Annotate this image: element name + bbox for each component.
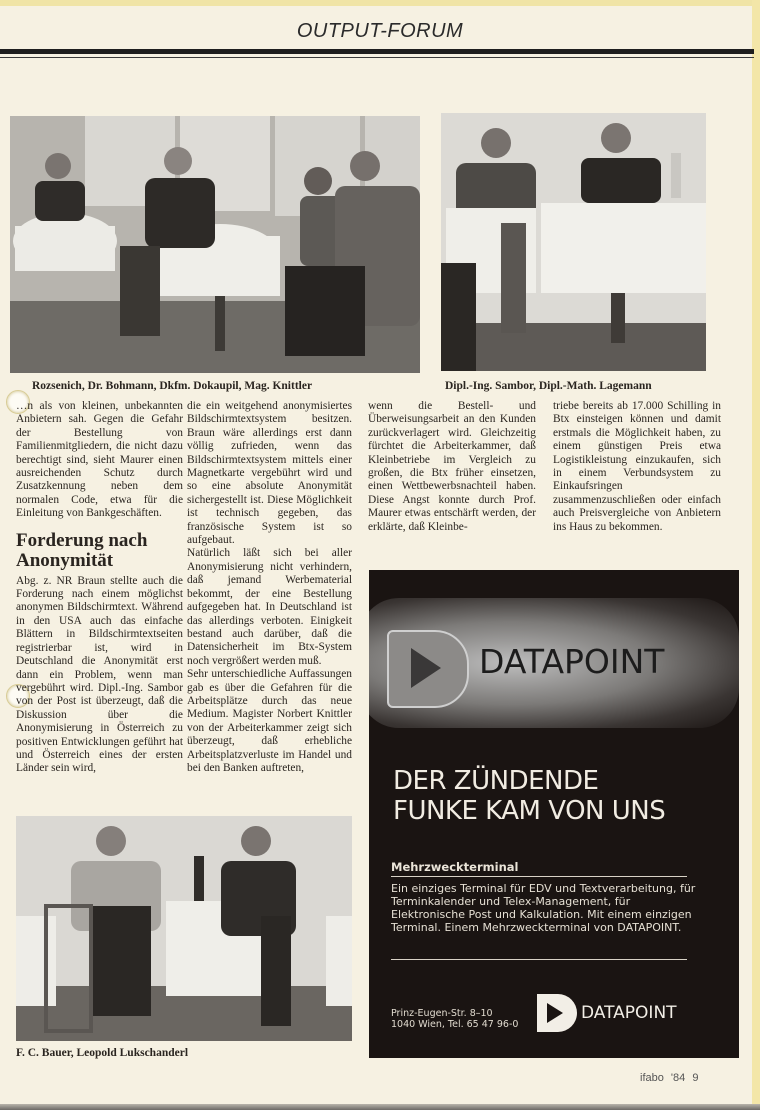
publication-name: ifabo '84: [640, 1072, 686, 1084]
ad-rule-bottom: [391, 959, 687, 960]
photo-caption-panel-four: Rozsenich, Dr. Bohmann, Dkfm. Dokaupil, Mag. Knittler: [32, 380, 313, 392]
photo-panel-two-image: [441, 113, 706, 371]
article-column-2: [187, 400, 352, 775]
photo-panel-bottom-image: [16, 816, 352, 1041]
ad-headline-line1: DER ZÜNDENDE: [393, 766, 599, 796]
datapoint-d-logo-icon: [537, 994, 577, 1032]
ad-address-street: Prinz-Eugen-Str. 8–10: [391, 1008, 493, 1019]
header-rule-thick: [0, 49, 754, 54]
article-col2-p1: die ein weitgehend anonymisiertes Bildschirmtextsystem besitzen. Braun wäre allerdings erst dann völlig zufrieden, wenn das Bildschirmtextsystem mittels einer Magnetkarte vergebührt wird und so eine absolute Anonymität sichergestellt ist. Diese Möglichkeit ist technisch gegeben, das französische System ist so aufgebaut.: [187, 400, 352, 547]
ad-body-text: Ein einziges Terminal für EDV und Textverarbeitung, für Terminkalender und Telex-Management, für Elektronische Post und Kalkulation. Mit einem einzigen Terminal. Einem Mehrzweckterminal von DATAPOINT.: [391, 882, 696, 934]
article-col2-p2: Natürlich läßt sich bei aller Anonymisierung nicht verhindern, daß jemand Werbematerial bekommt, der eine Bestellung aufgegeben hat. In Deutschland ist das allerdings verboten. Einigkeit bestand auch darüber, daß die Datensicherheit im Btx-System noch vergrößert werden muß.: [187, 547, 352, 667]
ad-headline: [393, 766, 665, 826]
datapoint-logo: [537, 994, 677, 1032]
article-subheading: Forderung nach Anonymität: [16, 529, 148, 571]
ad-rule-top: [391, 876, 687, 877]
photo-panel-bottom: [16, 816, 352, 1041]
article-column-1: [16, 400, 183, 776]
page-bottom-edge: [0, 1104, 760, 1110]
article-col4: triebe bereits ab 17.000 Schilling in Btx einsteigen können und damit erstmals die Möglichkeit haben, zu einem günstigen Preis etwa Logistikleistung einzukaufen, sich in einem Verbundsystem zu Einkaufsringen zusammenzuschließen oder einfach auch Preisvergleiche von Anbietern ins Haus zu bekommen.: [553, 400, 721, 533]
photo-panel-two: [441, 113, 706, 371]
photo-caption-panel-bottom: F. C. Bauer, Leopold Lukschanderl: [16, 1047, 189, 1059]
datapoint-plug-icon: [387, 630, 469, 708]
article-column-3: [368, 400, 536, 534]
page-right-edge: [752, 0, 760, 1110]
photo-panel-four-image: [10, 116, 420, 373]
header-rule-thin: [0, 57, 754, 58]
article-col2-p3: Sehr unterschiedliche Auffassungen gab es über die Gefahren für die Arbeitsplätze durch das neue Medium. Magister Norbert Knittler von der Arbeiterkammer zeigt sich überzeugt, daß erhebliche Arbeitsplatzverluste im Handel und bei den Banken auftreten,: [187, 668, 352, 774]
page-footer: [640, 1072, 698, 1084]
article-col3: wenn die Bestell- und Überweisungsarbeit an den Kunden zurückverlagert wird. Gleichzeitig fürchtet die Arbeiterkammer, daß Kleinbetriebe im Vergleich zu großen, die Btx früher einsetzen, einen Wettbewerbsnachteil haben. Diese Angst konnte durch Prof. Maurer etwas entschärft werden, der erklärte, daß Kleinbe-: [368, 400, 536, 533]
ad-address-city: 1040 Wien, Tel. 65 47 96-0: [391, 1019, 519, 1030]
ad-brand-name: DATAPOINT: [479, 642, 665, 681]
ad-address: [391, 1008, 518, 1030]
ad-subheading: Mehrzweckterminal: [391, 860, 519, 874]
article-col1-intro: …n als von kleinen, unbekannten Anbietern sah. Gegen die Gefahr der Bestellung von Familienmitgliedern, die nicht dazu berechtigt sind, sieht Maurer einen ausreichenden Schutz durch Zusatzkennung neben dem normalen Code, etwa für die Einleitung von Bankgeschäften.: [16, 400, 183, 520]
article-col1-body: Abg. z. NR Braun stellte auch die Forderung nach einem möglichst anonymen Bildschirmtext. Während in den USA auch das einfache Blättern in Bildschirmtextseiten registrierbar ist, wird in Deutschland die Anonymität erst dann ein Problem, wenn man vergebührt wird. Dipl.-Ing. Sambor von der Post ist überzeugt, daß die Diskussion über die Anonymisierung in Österreich zu positiven Entwicklungen geführt hat und Österreich eines der ersten Länder sein wird,: [16, 574, 183, 775]
datapoint-logo-text: DATAPOINT: [581, 1003, 677, 1023]
datapoint-advertisement: [369, 570, 739, 1058]
ad-headline-line2: FUNKE KAM VON UNS: [393, 796, 666, 826]
article-column-4: [553, 400, 721, 534]
page-number: 9: [692, 1072, 699, 1084]
section-title: OUTPUT-FORUM: [296, 20, 464, 42]
photo-caption-panel-two: Dipl.-Ing. Sambor, Dipl.-Math. Lagemann: [445, 380, 652, 392]
page-top-edge: [0, 0, 760, 6]
photo-panel-four: [10, 116, 420, 373]
